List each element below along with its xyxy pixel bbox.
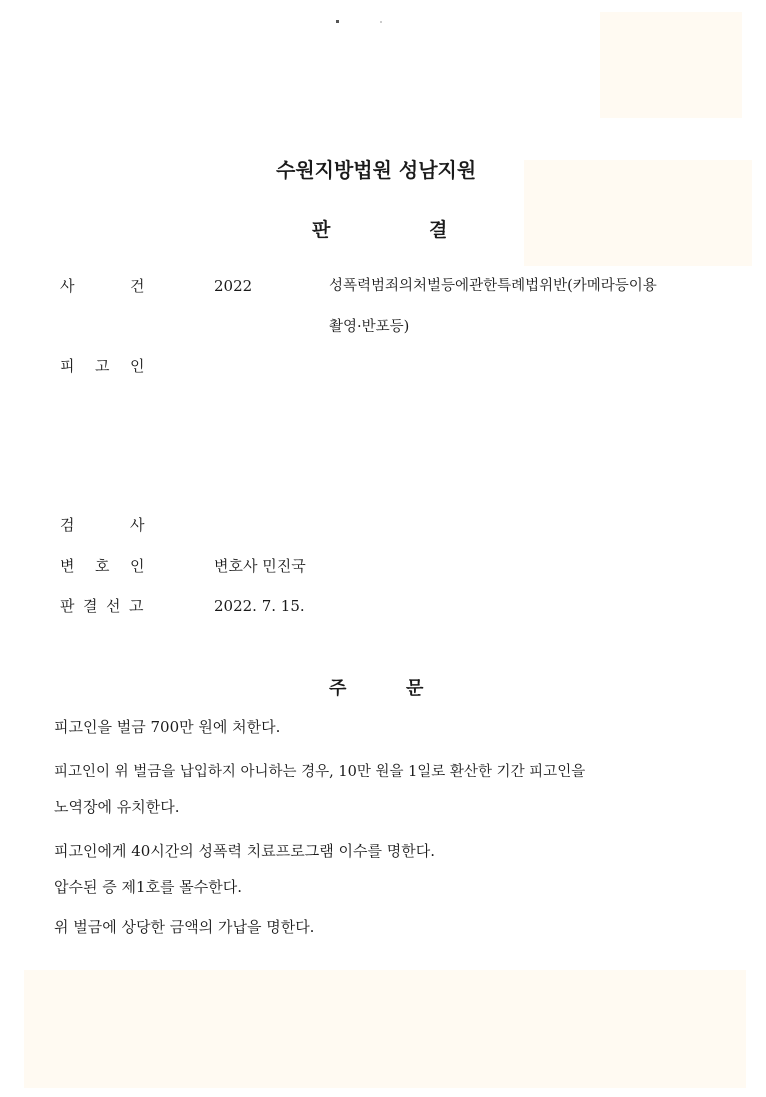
scan-speck <box>336 20 339 23</box>
redaction-shade-bottom <box>24 970 746 1088</box>
counsel-label-char: 인 <box>130 557 145 575</box>
counsel-label-char: 변 <box>60 557 75 575</box>
case-label-char: 사 <box>60 277 75 295</box>
order-line-5: 압수된 증 제1호를 몰수한다. <box>54 878 243 896</box>
sentencing-label-char: 결 <box>83 597 98 615</box>
doc-type-second-char: 결 <box>429 219 448 241</box>
case-title-line-1: 성폭력범죄의처벌등에관한특례법위반(카메라등이용 <box>329 278 657 294</box>
order-line-1: 피고인을 벌금 700만 원에 처한다. <box>54 718 281 736</box>
prosecutor-label-char: 검 <box>60 516 75 534</box>
order-line-2: 피고인이 위 벌금을 납입하지 아니하는 경우, 10만 원을 1일로 환산한 기간 피고인을 <box>54 764 586 780</box>
counsel-name: 변호사 민진국 <box>214 557 306 575</box>
sentencing-label-char: 판 <box>60 597 75 615</box>
sentencing-label-char: 고 <box>129 597 144 615</box>
defendant-label-char: 피 <box>60 357 75 375</box>
order-heading-first-char: 주 <box>329 678 347 699</box>
defendant-label-char: 인 <box>130 357 145 375</box>
sentencing-date: 2022. 7. 15. <box>214 597 305 615</box>
order-line-6: 위 벌금에 상당한 금액의 가납을 명한다. <box>54 918 315 936</box>
order-heading-second-char: 문 <box>406 678 424 699</box>
scan-speck <box>380 21 382 23</box>
sentencing-label-char: 선 <box>106 597 121 615</box>
order-line-4: 피고인에게 40시간의 성폭력 치료프로그램 이수를 명한다. <box>54 842 435 860</box>
doc-type-first-char: 판 <box>312 219 331 241</box>
prosecutor-label-char: 사 <box>130 516 145 534</box>
redaction-shade-middle <box>524 160 752 266</box>
order-line-3: 노역장에 유치한다. <box>54 798 180 816</box>
case-label-char: 건 <box>130 277 145 295</box>
defendant-label-char: 고 <box>95 357 110 375</box>
redaction-shade-top <box>600 12 742 118</box>
counsel-label-char: 호 <box>95 557 110 575</box>
case-number: 2022 <box>214 277 253 295</box>
case-title-line-2: 촬영·반포등) <box>329 319 410 335</box>
court-name: 수원지방법원 성남지원 <box>276 158 477 182</box>
